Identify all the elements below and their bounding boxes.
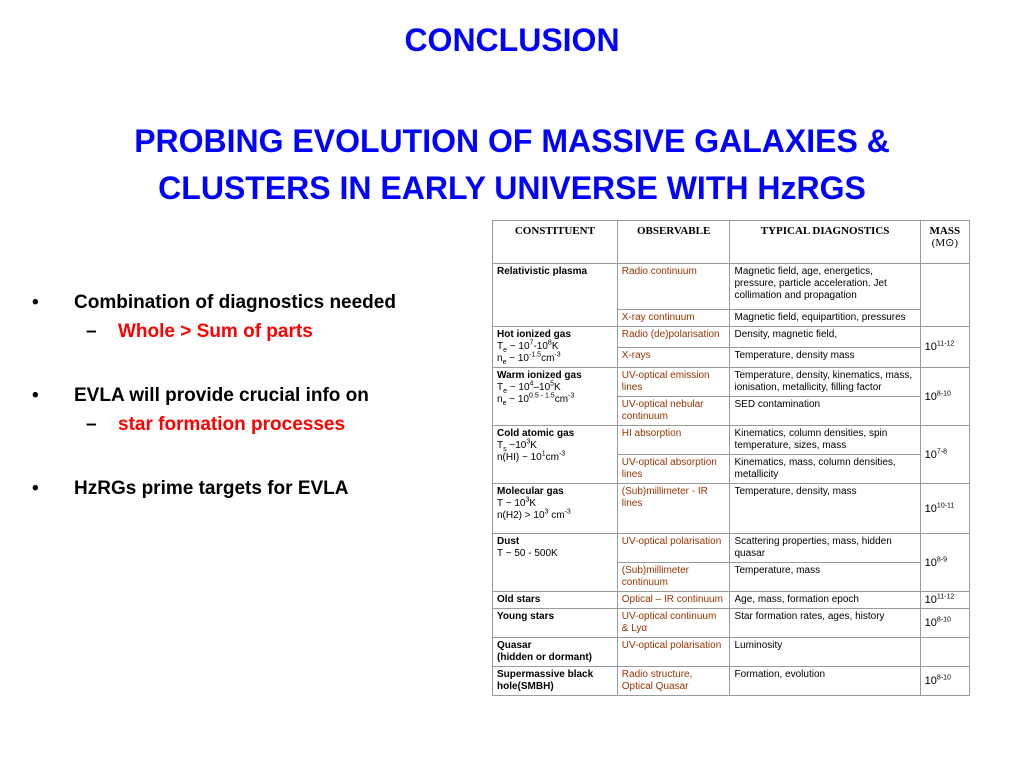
diagnostics-cell: Luminosity — [730, 638, 920, 667]
bullet-text: EVLA will provide crucial info on — [74, 385, 369, 406]
table-row — [493, 368, 970, 397]
constituent-cell: Relativistic plasma — [493, 264, 618, 327]
mass-cell — [920, 264, 969, 327]
mass-cell: 10$^{8-9}$ — [920, 534, 969, 592]
diagnostics-cell: SED contamination — [730, 397, 920, 426]
slide-title: CONCLUSION — [404, 22, 620, 58]
table-row — [493, 484, 970, 534]
table-row — [493, 327, 970, 348]
diagnostics-cell: Age, mass, formation epoch — [730, 592, 920, 609]
sub-bullet-text: star formation processes — [118, 414, 346, 435]
observable-cell: X-ray continuum — [617, 310, 730, 327]
diagnostics-cell: Temperature, density mass — [730, 347, 920, 368]
diagnostics-cell: Kinematics, column densities, spin temperature, sizes, mass — [730, 426, 920, 455]
mass-cell: 10$^{7-8}$ — [920, 426, 969, 484]
diagnostics-cell: Scattering properties, mass, hidden quasar — [730, 534, 920, 563]
observable-cell: UV-optical polarisation — [617, 534, 730, 563]
dash-icon: – — [86, 414, 97, 435]
sub-bullet-item — [30, 410, 460, 439]
constituent-cell: Warm ionized gas $T_e$ ~ $10^4-10^5K$ $n_e$ ~ $10^{0.5 - 1.5}cm^{-3}$ — [493, 368, 618, 426]
observable-cell: HI absorption — [617, 426, 730, 455]
bullet-item — [30, 288, 460, 317]
bullet-icon: • — [32, 385, 39, 406]
diagnostics-cell: Star formation rates, ages, history — [730, 609, 920, 638]
observable-cell: Radio (de)polarisation — [617, 327, 730, 348]
bullet-icon: • — [32, 292, 39, 313]
diagnostics-cell: Temperature, density, kinematics, mass, ionisation, metallicity, filling factor — [730, 368, 920, 397]
sub-bullet-text: Whole > Sum of parts — [118, 321, 313, 342]
mass-cell: 10$^{8-10}$ — [920, 667, 969, 696]
constituent-cell: Cold atomic gas $T_s$ $\sim 10^3K$ n(HI) ~ $10^1cm^{-3}$ — [493, 426, 618, 484]
header-diagnostics: TYPICAL DIAGNOSTICS — [730, 221, 920, 264]
sub-bullet-item — [30, 317, 460, 346]
constituent-cell: Dust T ~ 50 - 500K — [493, 534, 618, 592]
table-row — [493, 264, 970, 310]
mass-cell — [920, 638, 969, 667]
observable-cell: (Sub)millimeter - IR lines — [617, 484, 730, 534]
table-row — [493, 592, 970, 609]
header-observable: OBSERVABLE — [617, 221, 730, 264]
slide-subtitle — [0, 118, 1024, 212]
constituent-cell: Young stars — [493, 609, 618, 638]
observable-cell: UV-optical absorption lines — [617, 455, 730, 484]
mass-cell: 10$^{8-10}$ — [920, 609, 969, 638]
observable-cell: UV-optical nebular continuum — [617, 397, 730, 426]
table-row — [493, 638, 970, 667]
table-row — [493, 667, 970, 696]
diagnostics-cell: Kinematics, mass, column densities, metallicity — [730, 455, 920, 484]
constituent-cell: Molecular gas T ~ $10^3K$ $n(H2) > 10^3$ $cm^{-3}$ — [493, 484, 618, 534]
constituent-cell: Hot ionized gas $T_e$ ~ $10^7-10^8K$ $n_e$ ~ $10^{-1.5}cm^{-3}$ — [493, 327, 618, 368]
mass-cell: 10$^{8-10}$ — [920, 368, 969, 426]
table-row — [493, 426, 970, 455]
header-mass: MASS (M⊙) — [920, 221, 969, 264]
mass-cell: 10$^{11-12}$ — [920, 327, 969, 368]
bullet-text: HzRGs prime targets for EVLA — [74, 478, 349, 499]
observable-cell: Optical – IR continuum — [617, 592, 730, 609]
constituent-cell: Old stars — [493, 592, 618, 609]
header-constituent: CONSTITUENT — [493, 221, 618, 264]
diagnostics-cell: Density, magnetic field, — [730, 327, 920, 348]
observable-cell: UV-optical continuum & Lyα — [617, 609, 730, 638]
table-header-row — [493, 221, 970, 264]
diagnostics-cell: Magnetic field, equipartition, pressures — [730, 310, 920, 327]
observable-cell: UV-optical polarisation — [617, 638, 730, 667]
observable-cell: Radio structure, Optical Quasar — [617, 667, 730, 696]
table-row — [493, 609, 970, 638]
observable-cell: X-rays — [617, 347, 730, 368]
table-row — [493, 534, 970, 563]
observable-cell: (Sub)millimeter continuum — [617, 563, 730, 592]
diagnostics-table — [492, 220, 970, 696]
observable-cell: Radio continuum — [617, 264, 730, 310]
diagnostics-cell: Formation, evolution — [730, 667, 920, 696]
bullet-text: Combination of diagnostics needed — [74, 292, 396, 313]
bullet-item — [30, 474, 460, 503]
constituent-cell: Quasar (hidden or dormant) — [493, 638, 618, 667]
mass-cell: 10$^{11-12}$ — [920, 592, 969, 609]
observable-cell: UV-optical emission lines — [617, 368, 730, 397]
bullet-list — [30, 288, 460, 503]
mass-cell: 10$^{10-11}$ — [920, 484, 969, 534]
diagnostics-cell: Magnetic field, age, energetics, pressure, particle acceleration. Jet collimation and propagation — [730, 264, 920, 310]
bullet-item — [30, 381, 460, 410]
subtitle-line-1: PROBING EVOLUTION OF MASSIVE GALAXIES & — [134, 123, 890, 159]
constituent-cell: Supermassive black hole(SMBH) — [493, 667, 618, 696]
bullet-icon: • — [32, 478, 39, 499]
subtitle-line-2: CLUSTERS IN EARLY UNIVERSE WITH HzRGS — [158, 170, 866, 206]
diagnostics-cell: Temperature, mass — [730, 563, 920, 592]
diagnostics-cell: Temperature, density, mass — [730, 484, 920, 534]
dash-icon: – — [86, 321, 97, 342]
